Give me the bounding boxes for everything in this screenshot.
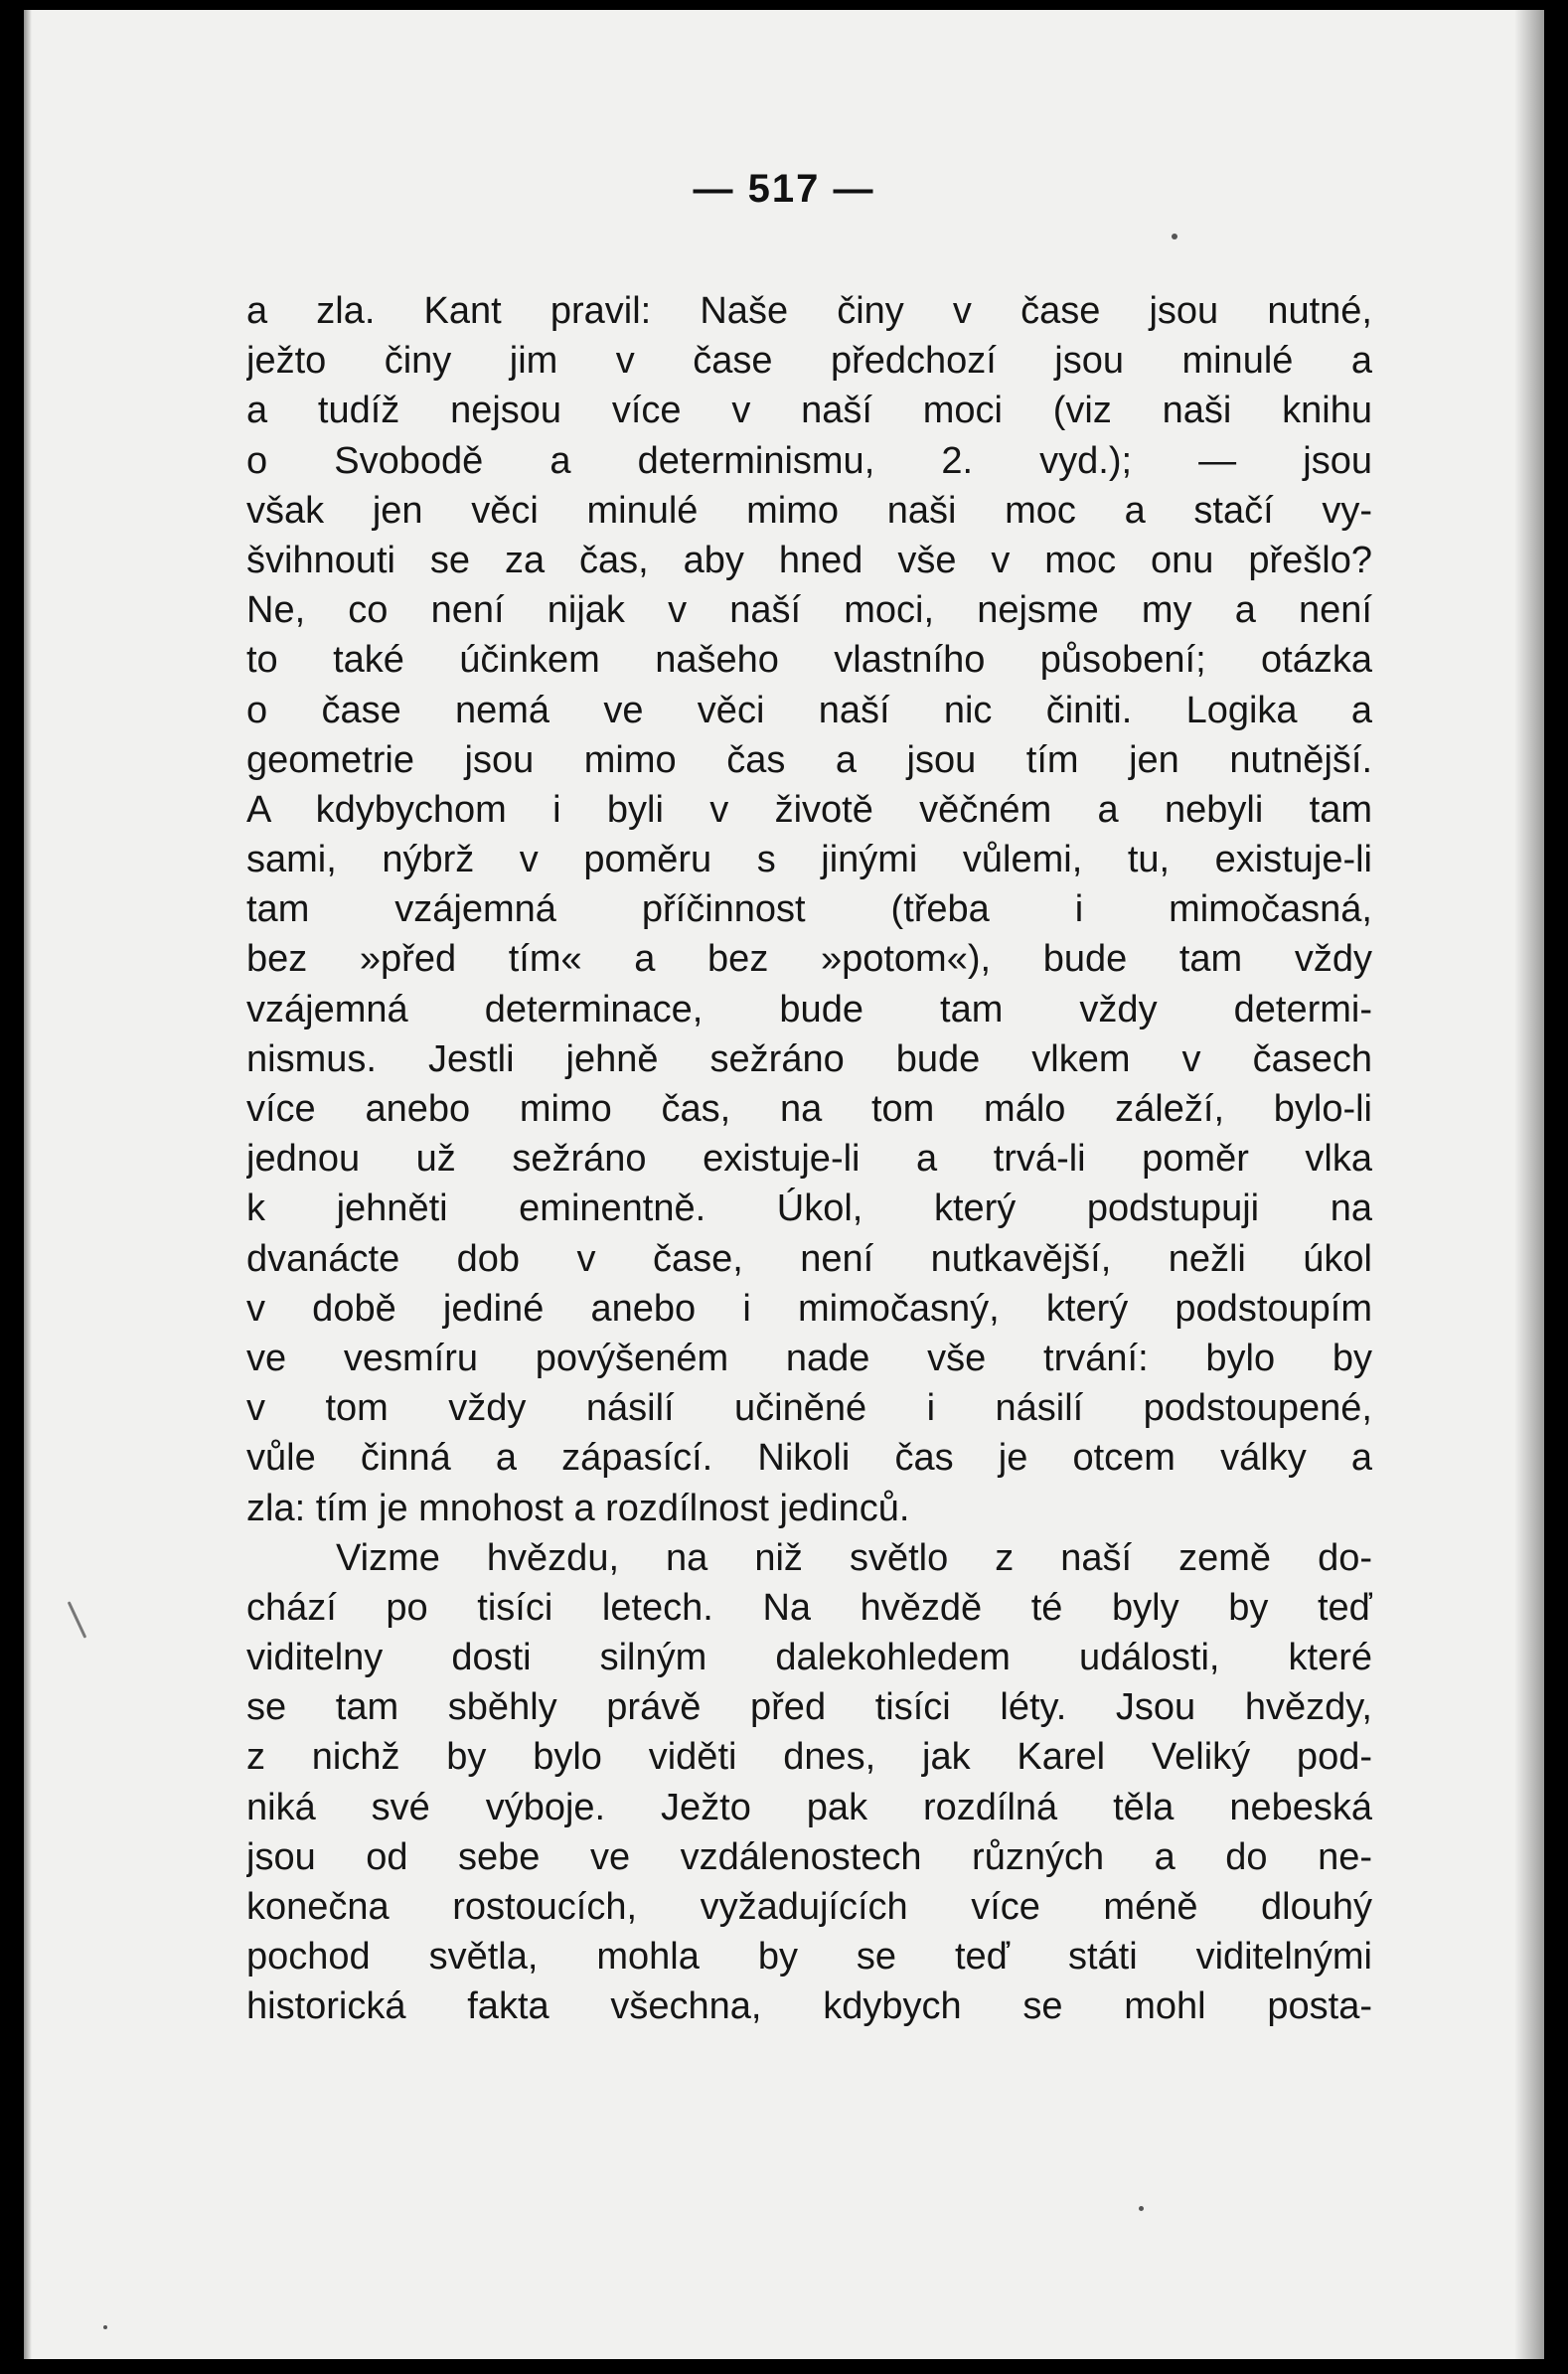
text-line: sami, nýbrž v poměru s jinými vůlemi, tu, existuje-li [246,839,1372,881]
text-line: o čase nemá ve věci naší nic činiti. Logika a [246,689,1372,731]
text-line: z nichž by bylo viděti dnes, jak Karel Veliký pod- [246,1736,1372,1779]
text-line: zla: tím je mnohost a rozdílnost jedinců. [246,1487,910,1529]
text-line: to také účinkem našeho vlastního působení; otázka [246,639,1372,682]
text-line: o Svobodě a determinismu, 2. vyd.); — jsou [246,439,1372,482]
text-line: chází po tisíci letech. Na hvězdě té byly by teď [246,1586,1372,1629]
text-line: vůle činná a zápasící. Nikoli čas je otcem války a [246,1437,1372,1480]
text-line: pochod světla, mohla by se teď státi viditelnými [246,1936,1372,1978]
text-line: dvanácte dob v čase, není nutkavější, nežli úkol [246,1237,1372,1280]
text-line: v tom vždy násilí učiněné i násilí podstoupené, [246,1387,1372,1430]
text-line: a tudíž nejsou více v naší moci (viz naši knihu [246,390,1372,432]
text-line: bez »před tím« a bez »potom«), bude tam vždy [246,938,1372,981]
text-line: ježto činy jim v čase předchozí jsou minulé a [246,340,1372,383]
text-line: a zla. Kant pravil: Naše činy v čase jsou nutné, [246,290,1372,332]
page-left-shadow [24,10,32,2359]
text-line: tam vzájemná příčinnost (třeba i mimočasná, [246,888,1372,931]
text-line: však jen věci minulé mimo naši moc a stačí vy- [246,489,1372,532]
text-line: niká své výboje. Ježto pak rozdílná těla nebeská [246,1786,1372,1828]
book-page [24,10,1544,2359]
text-line: Vizme hvězdu, na niž světlo z naší země do- [336,1536,1372,1579]
text-line: Ne, co není nijak v naší moci, nejsme my a není [246,589,1372,632]
text-line: A kdybychom i byli v životě věčném a nebyli tam [246,788,1372,831]
scan-speck [103,2325,107,2329]
scan-speck [68,1601,87,1639]
text-line: jsou od sebe ve vzdálenostech různých a do ne- [246,1835,1372,1878]
text-line: konečna rostoucích, vyžadujících více méně dlouhý [246,1886,1372,1928]
text-line: v době jediné anebo i mimočasný, který podstoupím [246,1287,1372,1330]
text-line: historická fakta všechna, kdybych se mohl posta- [246,1985,1372,2028]
text-line: více anebo mimo čas, na tom málo záleží, bylo-li [246,1088,1372,1130]
text-line: viditelny dosti silným dalekohledem události, které [246,1637,1372,1679]
text-line: vzájemná determinace, bude tam vždy determi- [246,988,1372,1030]
text-line: k jehněti eminentně. Úkol, který podstupuji na [246,1187,1372,1230]
text-line: jednou už sežráno existuje-li a trvá-li poměr vlka [246,1138,1372,1181]
text-line: švihnouti se za čas, aby hned vše v moc onu přešlo? [246,539,1372,581]
text-line: ve vesmíru povýšeném nade vše trvání: bylo by [246,1337,1372,1379]
page-right-shadow [1514,10,1544,2359]
text-line: geometrie jsou mimo čas a jsou tím jen nutnější. [246,738,1372,781]
page-number: — 517 — [693,167,875,211]
scan-speck [1139,2206,1144,2211]
text-line: se tam sběhly právě před tisíci léty. Jsou hvězdy, [246,1686,1372,1729]
body-text [246,286,1372,2032]
text-line: nismus. Jestli jehně sežráno bude vlkem v časech [246,1037,1372,1080]
scan-speck [1172,234,1177,239]
